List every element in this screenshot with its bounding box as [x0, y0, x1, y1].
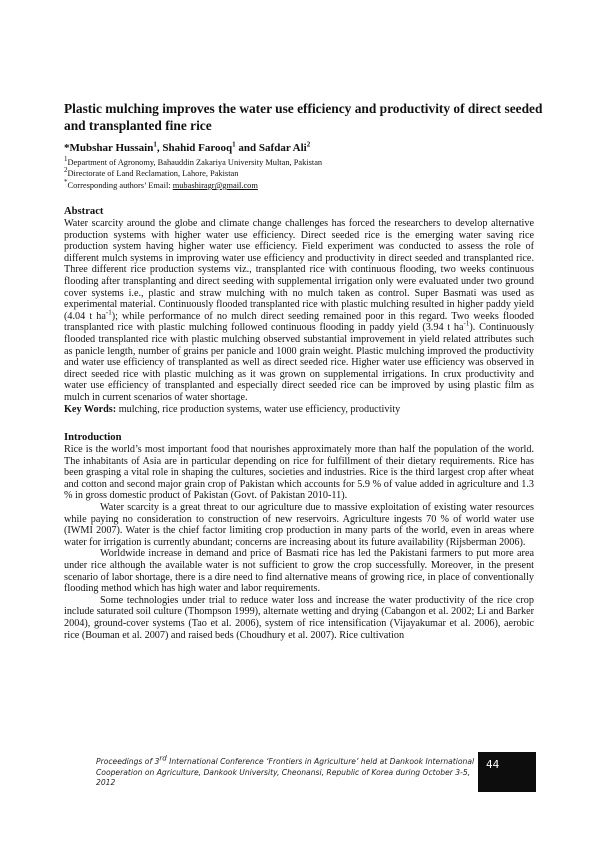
footer-text-part: Proceedings of 3 [96, 757, 160, 766]
affiliation-2 [64, 168, 534, 179]
unit-exponent: -1 [105, 308, 112, 317]
intro-paragraph: Some technologies under trial to reduce water loss and increase the water productivity of the rice crop include saturated soil culture (Thompson 1999), alternate wetting and drying (Cabangon et al. 2002; Li and Barker 2004), ground-cover systems (Tao et al. 2006), system of rice intensification (Vijayakumar et al. 2006), aerobic rice (Bouman et al. 2007) and raised beds (Choudhury et al. 2007). Rice cultivation [64, 594, 534, 641]
author-separator: , [156, 142, 163, 154]
abstract-text-part: Water scarcity around the globe and climate change challenges has forced the researchers to develop alternative production systems with higher water use efficiency. Direct seeded rice is the emerging water saving rice production system having higher water use efficiency. Field experiment was conducted to assess the role of different mulch systems in improving water use efficiency and productivity in direct seeded and transplanted rice. Three different rice production systems viz., transplanted rice with continuous flooding, two weeks continuous flooding after transplanting and direct seeding with supplemental irrigation only were evaluated under two ground cover systems i.e., plastic and straw mulching with no mulch taken as control. Super Basmati was used as experimental material. Continuously flooded transplanted rice with plastic mulching resulted in higher paddy yield (4.04 t ha [64, 218, 534, 322]
correspondence-label: Corresponding authors’ Email: [67, 181, 173, 190]
introduction-heading: Introduction [64, 432, 122, 443]
correspondence-line [64, 180, 534, 191]
affiliation-text: Department of Agronomy, Bahauddin Zakariya University Multan, Pakistan [67, 158, 323, 167]
intro-paragraph: Water scarcity is a great threat to our agriculture due to massive exploitation of existing water resources while paying no consideration to construction of new reservoirs. Agriculture ingests 70 % of world water use (IWMI 2007). Water is the chief factor limiting crop production in many parts of the world, even in areas where water for irrigation is currently abundant; concerns are increasing about its future availability (Rijsberman 2006). [64, 501, 534, 548]
correspondence-mark: * [64, 178, 68, 187]
author-list [64, 142, 534, 155]
paper-title: Plastic mulching improves the water use efficiency and productivity of direct seeded and transplanted fine rice [64, 101, 543, 133]
abstract-body [64, 218, 534, 415]
author-name: Safdar Ali [258, 142, 307, 154]
author-affiliation-mark: 2 [306, 140, 311, 149]
keywords-text: mulching, rice production systems, water use efficiency, productivity [116, 403, 401, 415]
abstract-text-part: ). Continuously flooded transplanted rice with plastic mulching observed substantial improvement in yield related attributes such as panicle length, number of grains per panicle and 1000 grain weight. Plastic mulching improved the productivity and water use efficiency of transplanted as well as direct seeded rice. Higher water use efficiency was observed in direct seeded rice with plastic mulching as it was grown on supplemental irrigations. In crux productivity and water use efficiency of transplanted and especially direct seeded rice can be improved by using plastic film as mulch in current scenarios of water shortage. [64, 322, 534, 403]
affiliation-1 [64, 157, 534, 168]
email-link[interactable]: mubashiragr@gmail.com [172, 181, 258, 190]
author-affiliation-mark: 1 [153, 140, 157, 149]
abstract-text [64, 218, 534, 404]
affiliation-mark: 2 [64, 166, 68, 175]
author-name: Shahid Farooq [162, 142, 233, 154]
introduction-body [64, 444, 534, 641]
unit-exponent: -1 [463, 319, 470, 328]
keywords-label: Key Words: [64, 403, 117, 415]
abstract-heading: Abstract [64, 206, 104, 217]
author-affiliation-mark: 1 [232, 140, 236, 149]
keywords-line [64, 404, 534, 416]
abstract-text-part: ); while performance of no mulch direct seeding remained poor in this regard. Two weeks flooded transplanted rice with plastic mulching followed continuous flooding in paddy yield (3.94 t ha [64, 310, 534, 334]
page-number-box [478, 752, 536, 792]
affiliation-mark: 1 [64, 155, 68, 164]
corresponding-marker: * [64, 142, 70, 154]
page-number: 44 [486, 759, 500, 771]
intro-paragraph: Rice is the world’s most important food that nourishes approximately more than half the population of the world. The inhabitants of Asia are in particular depending on rice for fulfillment of their dietary requirements. Rice has been grasping a vital role in shaping the cultures, societies and industries. Rice is the third largest crop after wheat and cotton and second major grain crop of Pakistan which accounts for 5.9 % of value added in agriculture and 1.3 % in gross domestic product of Pakistan (Govt. of Pakistan 2010-11). [64, 444, 534, 502]
author-name: Mubshar Hussain [69, 142, 154, 154]
author-separator: and [235, 142, 259, 154]
intro-paragraph: Worldwide increase in demand and price of Basmati rice has led the Pakistani farmers to put more area under rice although the available water is not sufficient to grow the crop successfully. Moreover, in the present scenario of labor shortage, there is a dire need to find alternative means of growing rice, in place of conventionally flooding method which has high water and labor requirements. [64, 548, 534, 595]
footer-text-part: International Conference ‘Frontiers in Agriculture’ held at Dankook International Cooperation on Agriculture, Dankook University, Cheonansi, Republic of Korea during October 3-5, 2012 [96, 757, 475, 787]
affiliation-text: Directorate of Land Reclamation, Lahore, Pakistan [67, 169, 239, 178]
footer-ordinal: rd [159, 754, 167, 763]
proceedings-footer [96, 754, 476, 789]
